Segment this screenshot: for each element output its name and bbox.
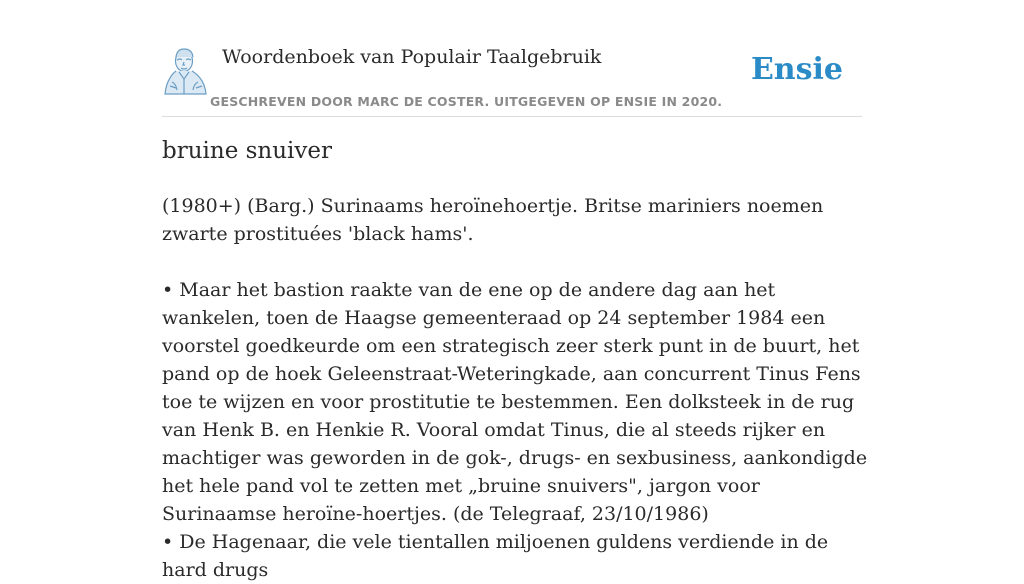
citation-quote: • Maar het bastion raakte van de ene op de andere dag aan het wankelen, toen de Haagse gemeenteraad op 24 september 1984 een voorstel goedkeurde om een strategisch zeer sterk punt in de buurt, het pand op de hoek Geleenstraat-Weteringkade, aan concurrent Tinus Fens toe te wijzen en voor prostitutie te bestemmen. Een dolksteek in de rug van Henk B. en Henkie R. Vooral omdat Tinus, die al steeds rijker en machtiger was geworden in de gok-, drugs- en sexbusiness, aankondigde het hele pand vol te zetten met „bruine snuivers", jargon voor Surinaamse heroïne-hoertjes. (de Telegraaf, 23/10/1986): [162, 279, 868, 525]
author-portrait-icon: [162, 46, 210, 96]
entry-definition: [162, 192, 872, 584]
definition-text: (1980+) (Barg.) Surinaams heroïnehoertje. Britse mariniers noemen zwarte prostituées 'black hams'.: [162, 195, 824, 245]
book-title-link[interactable]: Woordenboek van Populair Taalgebruik: [222, 46, 602, 68]
ensie-logo-link[interactable]: Ensie: [750, 52, 843, 87]
citation-quote: • De Hagenaar, die vele tientallen miljoenen guldens verdiende in de hard drugs: [162, 531, 829, 581]
author-byline: GESCHREVEN DOOR MARC DE COSTER. UITGEGEVEN OP ENSIE IN 2020.: [210, 94, 723, 109]
dictionary-header: [162, 40, 862, 117]
entry-headword: bruine snuiver: [162, 138, 333, 164]
